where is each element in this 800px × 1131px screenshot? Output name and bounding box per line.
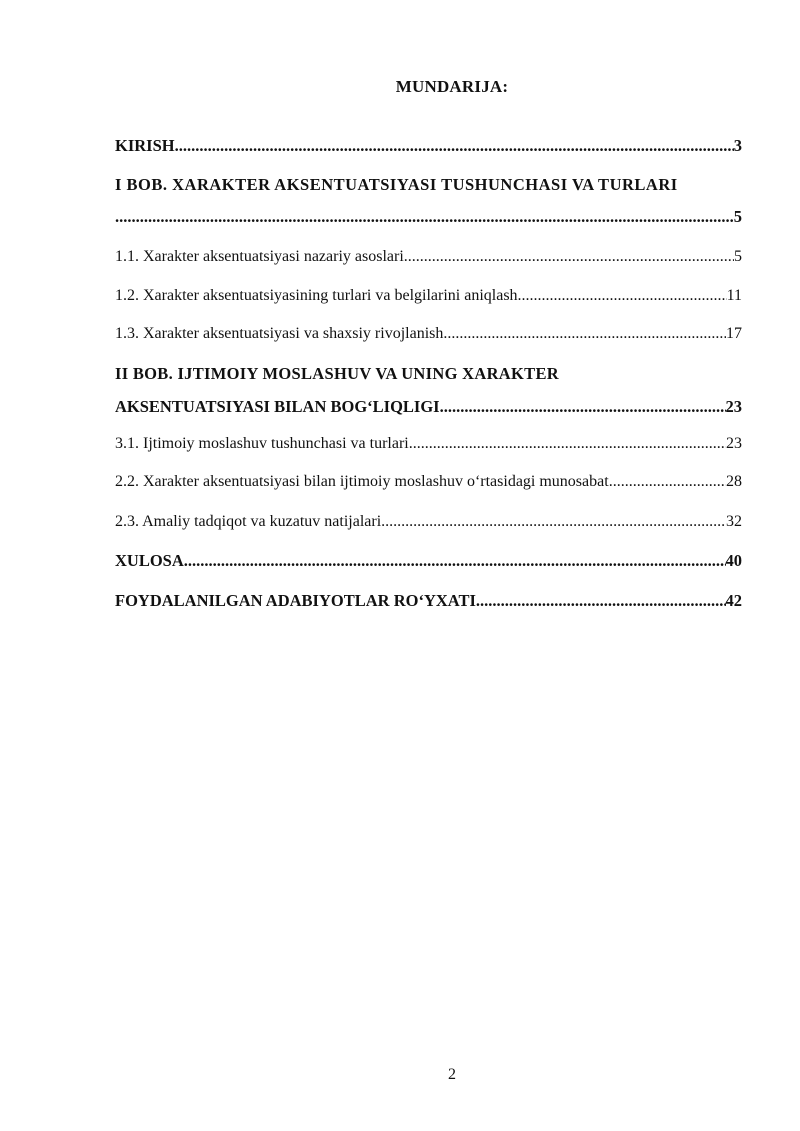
- toc-entry-page: 32: [726, 513, 742, 530]
- dot-leader: [115, 207, 734, 227]
- toc-entry-kirish: [115, 136, 742, 156]
- toc-entry-label: I BOB. XARAKTER AKSENTUATSIYASI TUSHUNCHASI VA TURLARI: [115, 175, 678, 194]
- toc-entry-leader-line: [115, 207, 742, 227]
- dot-leader: [443, 324, 726, 344]
- toc-entry-label: 3.1. Ijtimoiy moslashuv tushunchasi va turlari: [115, 435, 409, 452]
- toc-entry-2-2: [115, 472, 742, 492]
- toc-entry-label: 1.1. Xarakter aksentuatsiyasi nazariy asoslari: [115, 248, 404, 265]
- toc-entry-page: 3: [733, 136, 742, 155]
- toc-entry-3-1: [115, 434, 742, 454]
- dot-leader: [175, 136, 734, 156]
- page-number: 2: [448, 1066, 456, 1083]
- toc-entry-label: 2.3. Amaliy tadqiqot va kuzatuv natijalari: [115, 513, 382, 530]
- toc-entry-1-1: [115, 247, 742, 267]
- toc-entry-references: [115, 591, 742, 611]
- toc-entry-label: 2.2. Xarakter aksentuatsiyasi bilan ijtimoiy moslashuv o‘rtasidagi munosabat: [115, 473, 609, 490]
- toc-entry-page: 5: [734, 248, 742, 265]
- toc-entry-page: 23: [725, 397, 742, 416]
- toc-entry-label: 1.3. Xarakter aksentuatsiyasi va shaxsiy rivojlanish: [115, 325, 444, 342]
- toc-entry-label-line-2: AKSENTUATSIYASI BILAN BOG‘LIQLIGI: [115, 397, 440, 416]
- dot-leader: [381, 512, 726, 532]
- toc-entry-1-2: [115, 286, 742, 306]
- toc-heading: MUNDARIJA:: [395, 77, 509, 96]
- toc-entry-chapter-2: [115, 364, 742, 417]
- dot-leader: [404, 247, 734, 267]
- toc-entry-label: 1.2. Xarakter aksentuatsiyasining turlari va belgilarini aniqlash: [115, 287, 518, 304]
- toc-entry-page: 23: [726, 435, 742, 452]
- toc-entry-page: 28: [726, 473, 742, 490]
- toc-entry-page: 40: [725, 551, 742, 570]
- toc-entry-leader-line: [115, 397, 742, 417]
- dot-leader: [184, 551, 726, 571]
- dot-leader: [518, 286, 727, 306]
- toc-entry-label-line-1: II BOB. IJTIMOIY MOSLASHUV VA UNING XARAKTER: [115, 364, 559, 383]
- toc-entry-label: FOYDALANILGAN ADABIYOTLAR RO‘YXATI: [115, 591, 476, 610]
- dot-leader: [440, 397, 726, 417]
- toc-entry-2-3: [115, 512, 742, 532]
- toc-entry-1-3: [115, 324, 742, 344]
- toc-entry-page: 11: [726, 287, 742, 304]
- toc-entry-label: KIRISH: [115, 136, 175, 155]
- toc-entry-page: 17: [726, 325, 742, 342]
- toc-entry-label: XULOSA: [115, 551, 184, 570]
- toc-entry-page: 5: [733, 207, 742, 226]
- toc-entry-xulosa: [115, 551, 742, 571]
- toc-entry-page: 42: [725, 591, 742, 610]
- dot-leader: [409, 434, 726, 454]
- dot-leader: [476, 591, 726, 611]
- dot-leader: [609, 472, 726, 492]
- toc-entry-chapter-1: [115, 175, 742, 227]
